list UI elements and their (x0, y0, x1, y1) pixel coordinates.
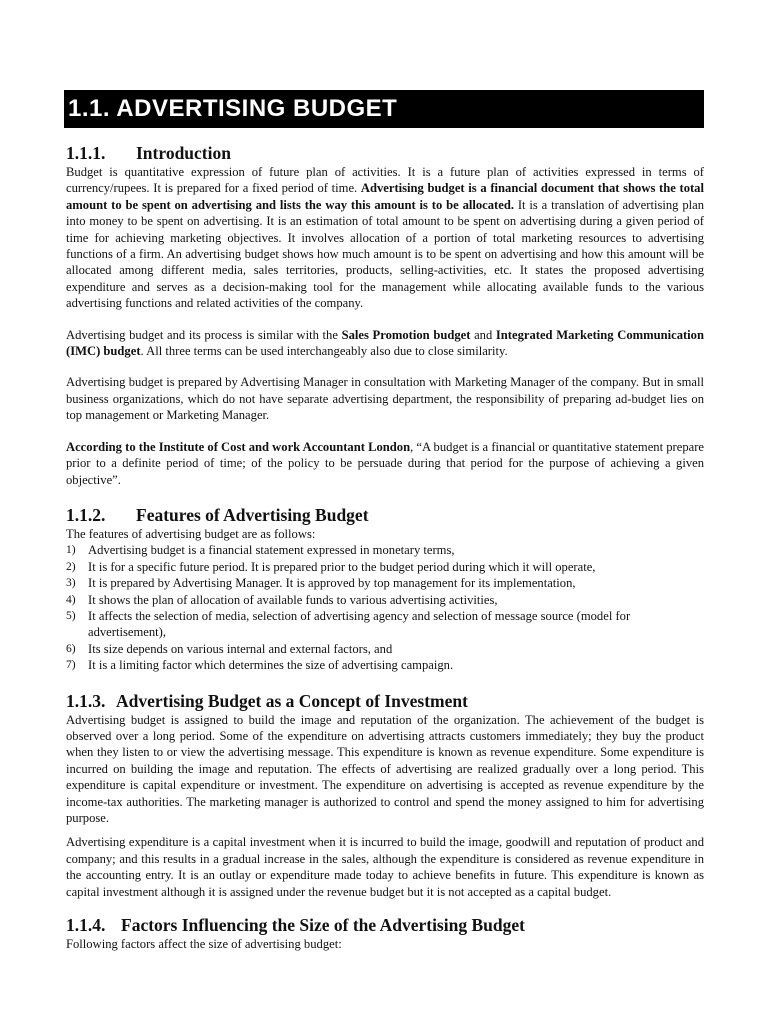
list-item-text: Its size depends on various internal and external factors, and (88, 641, 393, 656)
list-item (66, 641, 704, 657)
text-run: Advertising budget and its process is similar with the (66, 327, 342, 342)
paragraph (66, 164, 704, 312)
paragraph: Following factors affect the size of advertising budget: (66, 937, 342, 952)
list-item (66, 575, 704, 591)
paragraph: Advertising budget is prepared by Advertising Manager in consultation with Marketing Manager of the company. But in small business organizations, which do not have separate advertising department, the responsibility of preparing ad-budget lies on top management or Marketing Manager. (66, 375, 704, 423)
bold-text: Advertising budget is a financial document that shows the total amount to be spent on advertising and lists the way this amount is to be allocated. (66, 181, 704, 212)
section-heading-introduction (66, 142, 704, 164)
list-number: 1) (66, 544, 76, 557)
text-run: . All three terms can be used interchangeably also due to close similarity. (140, 344, 508, 359)
list-item-text: It shows the plan of allocation of available funds to various advertising activities, (88, 592, 498, 607)
list-number: 5) (66, 609, 76, 622)
bold-text: According to the Institute of Cost and work Accountant London (66, 439, 411, 454)
list-item-text: It is prepared by Advertising Manager. It is approved by top management for its implementation, (88, 576, 576, 591)
text-run: It is a translation of advertising plan into money to be spent on advertising. It is an estimation of total amount to be spent on advertising during a given period of time for achieving marketing objectives. It involves allocation of a portion of total marketing resources to advertising functions of a firm. An advertising budget shows how much amount is to be spent on advertising and how this amount will be allocated among different media, sales territories, products, selling-activities, etc. It states the proposed advertising expenditure and serves as a decision-making tool for the management while allocating available funds to the various advertising functions and related activities of the company. (66, 197, 704, 311)
list-number: 2) (66, 560, 76, 573)
features-list (66, 542, 704, 673)
paragraph (66, 327, 704, 360)
paragraph: The features of advertising budget are as follows: (66, 526, 316, 541)
chapter-heading: 1.1. ADVERTISING BUDGET (64, 90, 704, 128)
list-item (66, 592, 704, 608)
list-number: 3) (66, 577, 76, 590)
list-number: 7) (66, 659, 76, 672)
section-number: 1.1.1. (66, 143, 106, 163)
text-run: Budget is quantitative expression of future plan of activities. It is a future plan of activities expressed in terms of currency/rupees. It is prepared for a fixed period of time. (66, 165, 704, 196)
paragraph: Advertising budget is assigned to build the image and reputation of the organization. The achievement of the budget is observed over a long period. Some of the expenditure on advertising attracts customers immediately; they buy the product when they listen to or view the advertising message. This expenditure is known as revenue expenditure. Some expenditure is incurred on building the image and reputation. The effects of advertising are realized gradually over a long period. This expenditure is capital expenditure or investment. The expenditure on advertising is accepted as revenue expenditure by the income-tax authorities. The marketing manager is authorized to control and spend the money assigned to him for advertising purpose. (66, 712, 704, 825)
list-item-text: It is a limiting factor which determines the size of advertising campaign. (88, 658, 454, 673)
bold-text: Sales Promotion budget (341, 327, 471, 342)
section-title: Features of Advertising Budget (136, 504, 369, 525)
list-item (66, 657, 704, 673)
section-title: Introduction (136, 143, 231, 163)
list-item (66, 559, 704, 575)
section-number: 1.1.4. (66, 915, 106, 936)
text-run: , “A budget is a financial or quantitative statement prepare prior to a definite period of time; of the policy to be persuade during that period for the purpose of achieving a given objective”. (66, 439, 704, 487)
text-run: and (470, 327, 496, 342)
section-title: Factors Influencing the Size of the Advertising Budget (121, 915, 525, 936)
section-title: Advertising Budget as a Concept of Investment (116, 690, 468, 711)
section-heading-investment (66, 690, 704, 712)
bold-text: Integrated Marketing Communication (IMC) budget (66, 327, 704, 359)
list-item (66, 542, 704, 558)
list-item (66, 608, 704, 641)
section-number: 1.1.2. (66, 504, 106, 525)
paragraph (66, 439, 704, 488)
document-body (66, 142, 704, 952)
list-item-text: It is for a specific future period. It is prepared prior to the budget period during which it will operate, (88, 559, 596, 574)
list-number: 4) (66, 593, 76, 606)
list-item-text: It affects the selection of media, selection of advertising agency and selection of message source (model for advertisement), (88, 608, 631, 640)
paragraph: Advertising expenditure is a capital investment when it is incurred to build the image, goodwill and reputation of product and company; and this results in a gradual increase in the sales, although the expenditure is considered as revenue expenditure in the accounting entry. It is an outlay or expenditure made today to achieve benefits in future. This expenditure is known as capital investment although it is assigned under the revenue budget but it is not accepted as a capital budget. (66, 835, 704, 899)
list-number: 6) (66, 642, 76, 655)
section-heading-features (66, 504, 704, 526)
section-heading-factors (66, 914, 704, 936)
section-number: 1.1.3. (66, 690, 106, 711)
list-item-text: Advertising budget is a financial statement expressed in monetary terms, (88, 543, 455, 558)
